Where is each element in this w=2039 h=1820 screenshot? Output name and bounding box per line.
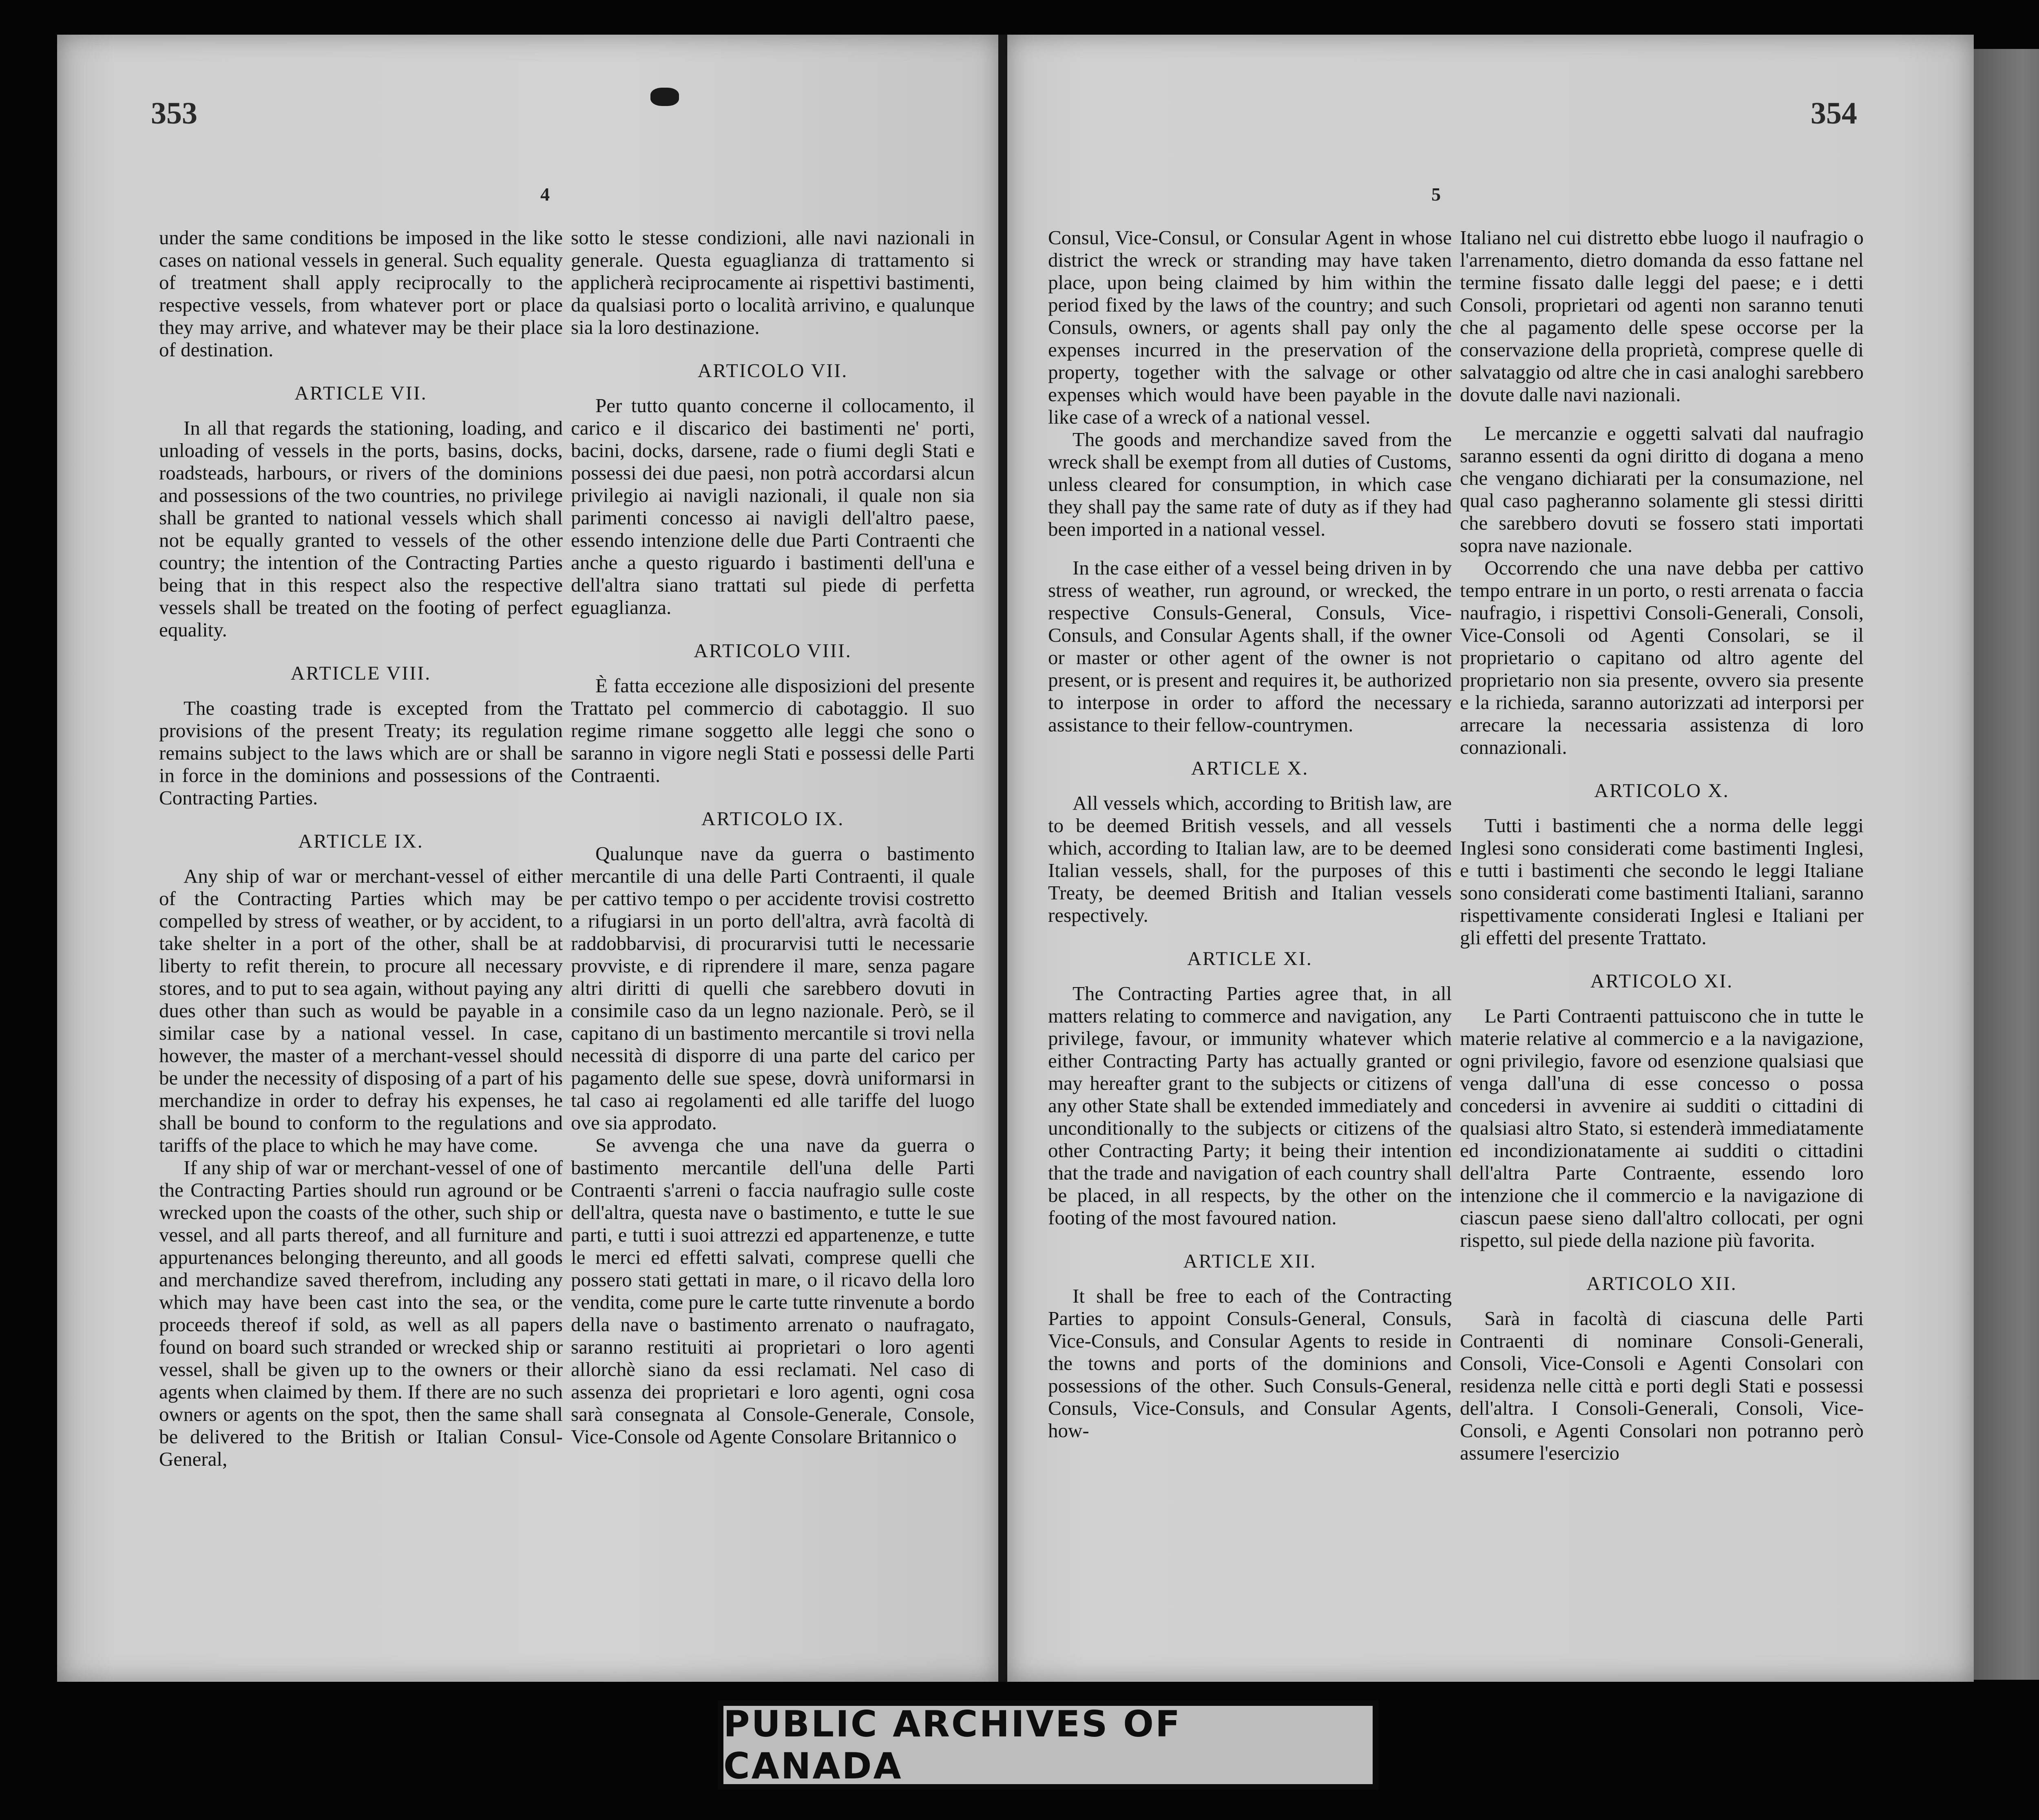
paragraph: È fatta eccezione alle disposizioni del presente Trattato pel commercio di cabotaggio. Il suo regime rimane soggetto alle leggi che sono o saranno in vigore negli Stati e possessi delle Parti Contraenti. [571,674,975,786]
paragraph: The coasting trade is excepted from the provisions of the present Treaty; its regulation remains subject to the laws which are or shall be in force in the dominions and possessions of the Contracting Parties. [159,697,563,809]
paragraph: The Contracting Parties agree that, in all matters relating to commerce and navigation, any privilege, favour, or immunity whatever which either Contracting Party has actually granted or may hereafter grant to the subjects or citizens of any other State shall be extended immediately and unconditionally to the subjects or citizens of the other Contracting Party; it being their intention that the trade and navigation of each country shall be placed, in all respects, by the other on the footing of the most favoured nation. [1048,982,1452,1229]
page-stack-edge [1974,49,2039,1680]
english-column-right [1048,226,1452,1442]
paragraph: Se avvenga che una nave da guerra o bastimento mercantile dell'una delle Parti Contraenti s'arreni o faccia naufragio sulle coste dell'altra, questa nave o bastimento, e tutte le sue parti, e tutti i suoi attrezzi ed appartenenze, e tutte le merci ed effetti salvati, comprese quelli che possero stati gettati in mare, o il ricavo della loro vendita, come pure le carte tutte rinvenute a bordo della nave o bastimento arrenato o naufragato, saranno restituiti ai proprietari o loro agenti allorchè siano da essi reclamati. Nel caso di assenza dei proprietari e loro agenti, ogni cosa sarà consegnata al Console-Generale, Console, Vice-Console od Agente Consolare Britannico o [571,1134,975,1448]
article-heading: ARTICOLO IX. [701,808,845,830]
article-heading: ARTICOLO XI. [1590,970,1734,992]
paragraph: under the same conditions be imposed in the like cases on national vessels in general. Such equality of treatment shall apply reciprocally to the respective vessels, from whatever port or place they may arrive, and whatever may be their place of destination. [159,226,563,361]
paragraph: Consul, Vice-Consul, or Consular Agent in whose district the wreck or stranding may have taken place, upon being claimed by him within the period fixed by the laws of the country; and such Consuls, owners, or agents shall pay only the expenses incurred in the preservation of the property, together with the salvage or other expenses which would have been payable in the like case of a wreck of a national vessel. [1048,226,1452,428]
book-gutter [998,35,1008,1682]
article-heading: ARTICLE IX. [298,830,424,852]
italian-column-left [571,226,975,1448]
folio-left: 353 [151,96,197,130]
paragraph: Occorrendo che una nave debba per cattivo tempo entrare in un porto, o resti arrenata o faccia naufragio, i rispettivi Consoli-Generali, Consoli, Vice-Consoli od Agenti Consolari, se il proprietario o capitano od altro agente del proprietario non sia presente, ovvero sia presente e la richieda, saranno autorizzati ad interporsi per arrecare la necessaria assistenza di loro connazionali. [1460,557,1864,758]
archive-stamp [718,1700,1378,1790]
english-column-left [159,226,563,1470]
paragraph: In the case either of a vessel being driven in by stress of weather, run aground, or wrecked, the respective Consuls-General, Consuls, Vice-Consuls, and Consular Agents shall, if the owner or master or other agent of the owner is not present, or is present and requires it, be authorized to interpose in order to afford the necessary assistance to their fellow-countrymen. [1048,557,1452,736]
paragraph: Tutti i bastimenti che a norma delle leggi Inglesi sono considerati come bastimenti Inglesi, e tutti i bastimenti che secondo le leggi Italiane sono considerati come bastimenti Italiani, saranno rispettivamente considerati Inglesi e Italiani per gli effetti del presente Trattato. [1460,814,1864,949]
italian-column-right [1460,226,1864,1464]
paragraph: It shall be free to each of the Contracting Parties to appoint Consuls-General, Consuls, Vice-Consuls, and Consular Agents to reside in the towns and ports of the dominions and possessions of the other. Such Consuls-General, Consuls, Vice-Consuls, and Consular Agents, how- [1048,1285,1452,1442]
paragraph: If any ship of war or merchant-vessel of one of the Contracting Parties should run aground or be wrecked upon the coasts of the other, such ship or vessel, and all parts thereof, and all furniture and appurtenances belonging thereunto, and all goods and merchandize saved therefrom, including any which may have been cast into the sea, or the proceeds thereof if sold, as well as all papers found on board such stranded or wrecked ship or vessel, shall be given up to the owners or their agents when claimed by them. If there are no such owners or agents on the spot, then the same shall be delivered to the British or Italian Consul-General, [159,1156,563,1470]
article-heading: ARTICLE XII. [1183,1250,1317,1272]
paragraph: The goods and merchandize saved from the wreck shall be exempt from all duties of Customs, unless cleared for consumption, in which case they shall pay the same rate of duty as if they had been imported in a national vessel. [1048,428,1452,540]
article-heading: ARTICLE XI. [1187,948,1313,970]
right-page [1007,35,1974,1682]
article-heading: ARTICLE X. [1191,758,1309,779]
paragraph: In all that regards the stationing, loading, and unloading of vessels in the ports, basins, docks, roadsteads, harbours, or rivers of the dominions and possessions of the two countries, no privilege shall be granted to national vessels which shall not be equally granted to vessels of the other country; the intention of the Contracting Parties being that in this respect also the respective vessels shall be treated on the footing of perfect equality. [159,417,563,641]
article-heading: ARTICOLO X. [1594,780,1729,802]
article-heading: ARTICLE VIII. [290,663,431,684]
paragraph: Qualunque nave da guerra o bastimento mercantile di una delle Parti Contraenti, il quale per cattivo tempo o per accidente trovisi costretto a rifugiarsi in un porto dell'altra, avrà facoltà di raddobbarvisi, di procurarvisi tutti le necessarie provviste, e di riprendere il mare, senza pagare altri diritti di quelli che sarebbero dovuti in consimile caso da un legno nazionale. Però, se il capitano di un bastimento mercantile si trovi nella necessità di disporre di una parte del carico per pagamento delle sue spese, dovrà uniformarsi in tal caso ai regolamenti ed alle tariffe del luogo ove sia approdato. [571,842,975,1134]
paragraph: Any ship of war or merchant-vessel of either of the Contracting Parties which may be compelled by stress of weather, or by accident, to take shelter in a port of the other, shall be at liberty to refit therein, to procure all necessary stores, and to put to sea again, without paying any dues other than such as would be payable in a similar case by a national vessel. In case, however, the master of a merchant-vessel should be under the necessity of disposing of a part of his merchandize in order to defray his expenses, he shall be bound to conform to the regulations and tariffs of the place to which he may have come. [159,865,563,1156]
article-heading: ARTICOLO VIII. [694,640,852,662]
paragraph: Sarà in facoltà di ciascuna delle Parti Contraenti di nominare Consoli-Generali, Consoli, Vice-Consoli e Agenti Consolari con residenza nelle città e porti degli Stati e possessi dell'altra. I Consoli-Generali, Consoli, Vice-Consoli, e Agenti Consolari non potranno però assumere l'esercizio [1460,1307,1864,1464]
paragraph: Le Parti Contraenti pattuiscono che in tutte le materie relative al commercio e a la navigazione, ogni privilegio, favore od esenzione qualsiasi que venga dall'una di esse concesso o possa concedersi in avvenire ai sudditi o cittadini di qualsiasi altro Stato, si estenderà immediatamente ed incondizionatamente ai sudditi o cittadini dell'altra Parte Contraente, essendo loro intenzione che il commercio e la navigazione di ciascun paese sieno dall'altro collocati, per ogni rispetto, sul piede della nazione più favorita. [1460,1005,1864,1251]
left-page [57,35,999,1682]
paragraph: Italiano nel cui distretto ebbe luogo il naufragio o l'arrenamento, dietro domanda da esso fattane nel termine fissato dalle leggi del paese; e i detti Consoli, proprietari od agenti non saranno tenuti che al pagamento delle spese occorse per la conservazione della proprietà, comprese quelle di salvataggio od altre che in casi analoghi sarebbero dovute dalle navi nazionali. [1460,226,1864,406]
leaf-number-left: 4 [540,184,550,205]
paragraph: Le mercanzie e oggetti salvati dal naufragio saranno essenti da ogni diritto di dogana a meno che vengano dichiarati per la consumazione, nel qual caso pagheranno solamente gli stessi diritti che sarebbero dovuti se fossero stati importati sopra nave nazionale. [1460,422,1864,557]
article-heading: ARTICOLO XII. [1586,1273,1737,1294]
paragraph: All vessels which, according to British law, are to be deemed British vessels, and all vessels which, according to Italian law, are to be deemed Italian vessels, shall, for the purposes of this Treaty, be deemed British and Italian vessels respectively. [1048,792,1452,926]
ink-blot [650,88,679,106]
archive-stamp-text: PUBLIC ARCHIVES OF CANADA [723,1703,1182,1787]
folio-right: 354 [1811,96,1857,130]
article-heading: ARTICOLO VII. [697,360,848,382]
paragraph: sotto le stesse condizioni, alle navi nazionali in generale. Questa eguaglianza di trattamento si applicherà reciprocamente ai rispettivi bastimenti, da qualsiasi porto o località arrivino, e qualunque sia la loro destinazione. [571,226,975,338]
article-heading: ARTICLE VII. [294,382,427,404]
leaf-number-right: 5 [1431,184,1441,205]
paragraph: Per tutto quanto concerne il collocamento, il carico e il discarico dei bastimenti ne' porti, bacini, docks, darsene, rade o fiumi degli Stati e possessi dei due paesi, non potrà accordarsi alcun privilegio ai navigli nazionali, il quale non sia parimenti concesso ai navigli dell'altro paese, essendo intenzione delle due Parti Contraenti che anche a questo riguardo i bastimenti dell'una e dell'altra siano trattati sul piede di perfetta eguaglianza. [571,394,975,618]
